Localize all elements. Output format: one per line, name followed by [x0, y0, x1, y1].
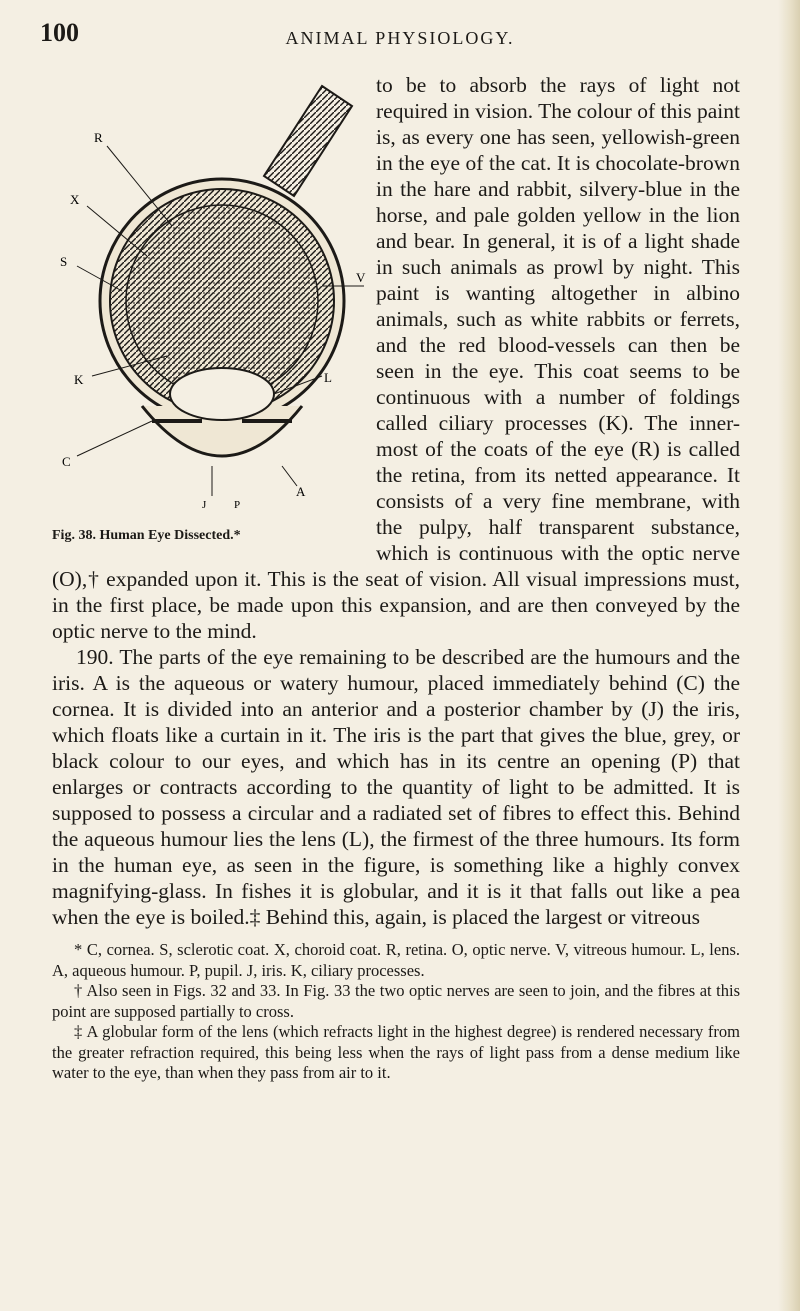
paragraph-1: to be to absorb the rays of light not required in vision. The colour of this paint is, as every one has seen, yellowish-green in the eye of the cat. It is chocolate-brown in the hare and rabbit, silvery-blue in the horse, and pale golden yellow in the lion and bear. In general, it is of a light shade in such animals as prowl by night. This paint is wanting altogether in albino animals, such as white rabbits or ferrets, and the red blood-vessels can then be seen in the eye. This coat seems to be continuous with a number of foldings called ciliary processes (K). The inner-most of the coats of the eye (R) is called the retina, from its netted appearance. It consists of a very fine membrane, with the pulpy, half transparent substance, which is continuous with the optic nerve (O),† expanded upon it. This is the seat of vision. All visual impressions must, in the first place, be made upon this expansion, and are then conveyed by the optic nerve to the mind.: [52, 73, 740, 643]
footnote-optic-nerve: † Also seen in Figs. 32 and 33. In Fig. 33 the two optic nerves are seen to join, and the fibres at this point are supposed partially to cross.: [52, 981, 740, 1021]
label-a: A: [296, 484, 306, 499]
label-p: P: [234, 499, 241, 511]
footnotes: [52, 940, 740, 1084]
footnote-legend: * C, cornea. S, sclerotic coat. X, choroid coat. R, retina. O, optic nerve. V, vitreous humour. L, lens. A, aqueous humour. P, pupil. J, iris. K, ciliary processes.: [52, 940, 740, 980]
label-r: R: [94, 130, 103, 145]
optic-nerve: [264, 86, 352, 196]
paragraph-190: 190. The parts of the eye remaining to be described are the humours and the iris. A is the aqueous or watery humour, placed immediately behind (C) the cornea. It is divided into an anterior and a posterior chamber by (J) the iris, which floats like a curtain in it. The iris is the part that gives the blue, grey, or black colour to our eyes, and which has in its centre an opening (P) that enlarges or contracts according to the quantity of light to be admitted. It is supposed to possess a circular and a radiated set of fibres to effect this. Behind the aqueous humour lies the lens (L), the firmest of the three humours. Its form in the human eye, as seen in the figure, is something like a highly convex magnifying-glass. In fishes it is globular, and it is it that falls out like a pea when the eye is boiled.‡ Behind this, again, is placed the largest or vitreous: [52, 645, 740, 929]
lens: [170, 368, 274, 420]
label-k: K: [74, 372, 84, 387]
page-edge-shadow: [778, 0, 800, 1311]
page-header: [40, 18, 760, 58]
label-v: V: [356, 270, 366, 285]
label-l: L: [324, 370, 332, 385]
label-s: S: [60, 254, 68, 269]
footnote-lens: ‡ A globular form of the lens (which refracts light in the highest degree) is rendered necessary from the greater refraction required, this being less when the rays of light pass from a dense medium like water to the eye, than when they pass from air to it.: [52, 1022, 740, 1082]
eye-figure: [52, 76, 370, 544]
figure-caption: Fig. 38. Human Eye Dissected.*: [52, 528, 241, 543]
label-x: X: [70, 192, 80, 207]
running-head: ANIMAL PHYSIOLOGY.: [285, 28, 515, 48]
page-body: [52, 72, 740, 1084]
label-c: C: [62, 454, 71, 469]
label-j: J: [202, 499, 207, 511]
eye-diagram: [52, 76, 370, 526]
page-number: 100: [40, 18, 79, 47]
